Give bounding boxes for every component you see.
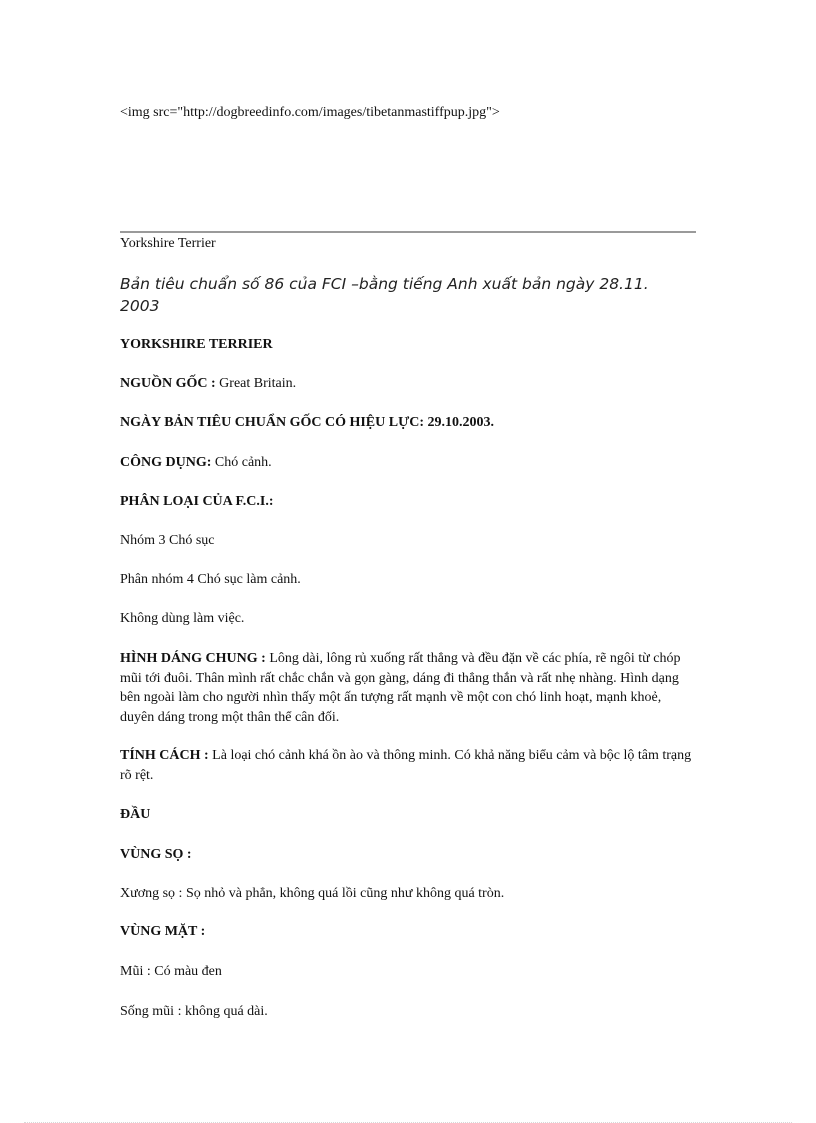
nose-line: Mũi : Có màu đen — [120, 964, 222, 979]
cranial-region-heading: VÙNG SỌ : — [120, 847, 192, 862]
origin-line — [120, 374, 692, 394]
temperament-label: TÍNH CÁCH : — [120, 748, 209, 763]
group-line: Nhóm 3 Chó sục — [120, 533, 215, 548]
skull-line: Xương sọ : Sọ nhỏ và phẳn, không quá lồi cũng như không quá tròn. — [120, 886, 505, 901]
head-heading: ĐẦU — [120, 807, 151, 822]
date-line — [120, 413, 692, 433]
temperament-paragraph — [120, 746, 692, 785]
general-appearance-paragraph — [120, 649, 692, 727]
general-appearance-text: Lông dài, lông rủ xuống rất thẳng và đều đặn về các phía, rẽ ngôi từ chóp mũi tới đuôi. Thân mình rất chắc chắn và gọn gàng, dáng đi thẳng thắn và rất nhẹ nhàng. Hình dạng bên ngoài làm cho người nhìn thấy một ấn tượng rất mạnh về một con chó linh hoạt, mạnh khoẻ, duyên dáng trong một thân thể cân đối. — [120, 651, 681, 725]
no-working-line: Không dùng làm việc. — [120, 611, 245, 626]
horizontal-rule — [120, 231, 696, 233]
facial-region-heading: VÙNG MẶT : — [120, 924, 206, 939]
temperament-text: Là loại chó cảnh khá ồn ào và thông minh. Có khả năng biểu cảm và bộc lộ tâm trạng rõ rệt. — [120, 748, 692, 783]
classification-heading: PHÂN LOẠI CỦA F.C.I.: — [120, 494, 274, 509]
muzzle-line: Sống mũi : không quá dài. — [120, 1004, 268, 1019]
standard-subtitle: Bản tiêu chuẩn số 86 của FCI –bằng tiếng Anh xuất bản ngày 28.11. 2003 — [120, 275, 649, 315]
general-appearance-label: HÌNH DÁNG CHUNG : — [120, 651, 266, 666]
document-title: YORKSHIRE TERRIER — [120, 337, 273, 352]
usage-value: Chó cảnh. — [214, 455, 272, 470]
subgroup-line: Phân nhóm 4 Chó sục làm cảnh. — [120, 572, 301, 587]
usage-line — [120, 453, 692, 473]
breed-name: Yorkshire Terrier — [120, 236, 216, 251]
origin-label: NGUỒN GỐC : — [120, 376, 216, 391]
usage-label: CÔNG DỤNG: — [120, 455, 212, 470]
date-value: 29.10.2003. — [427, 415, 495, 430]
origin-value: Great Britain. — [219, 376, 297, 391]
raw-image-tag-text: <img src="http://dogbreedinfo.com/images/tibetanmastiffpup.jpg"> — [120, 105, 500, 120]
date-label: NGÀY BẢN TIÊU CHUẨN GỐC CÓ HIỆU LỰC: — [120, 415, 425, 430]
